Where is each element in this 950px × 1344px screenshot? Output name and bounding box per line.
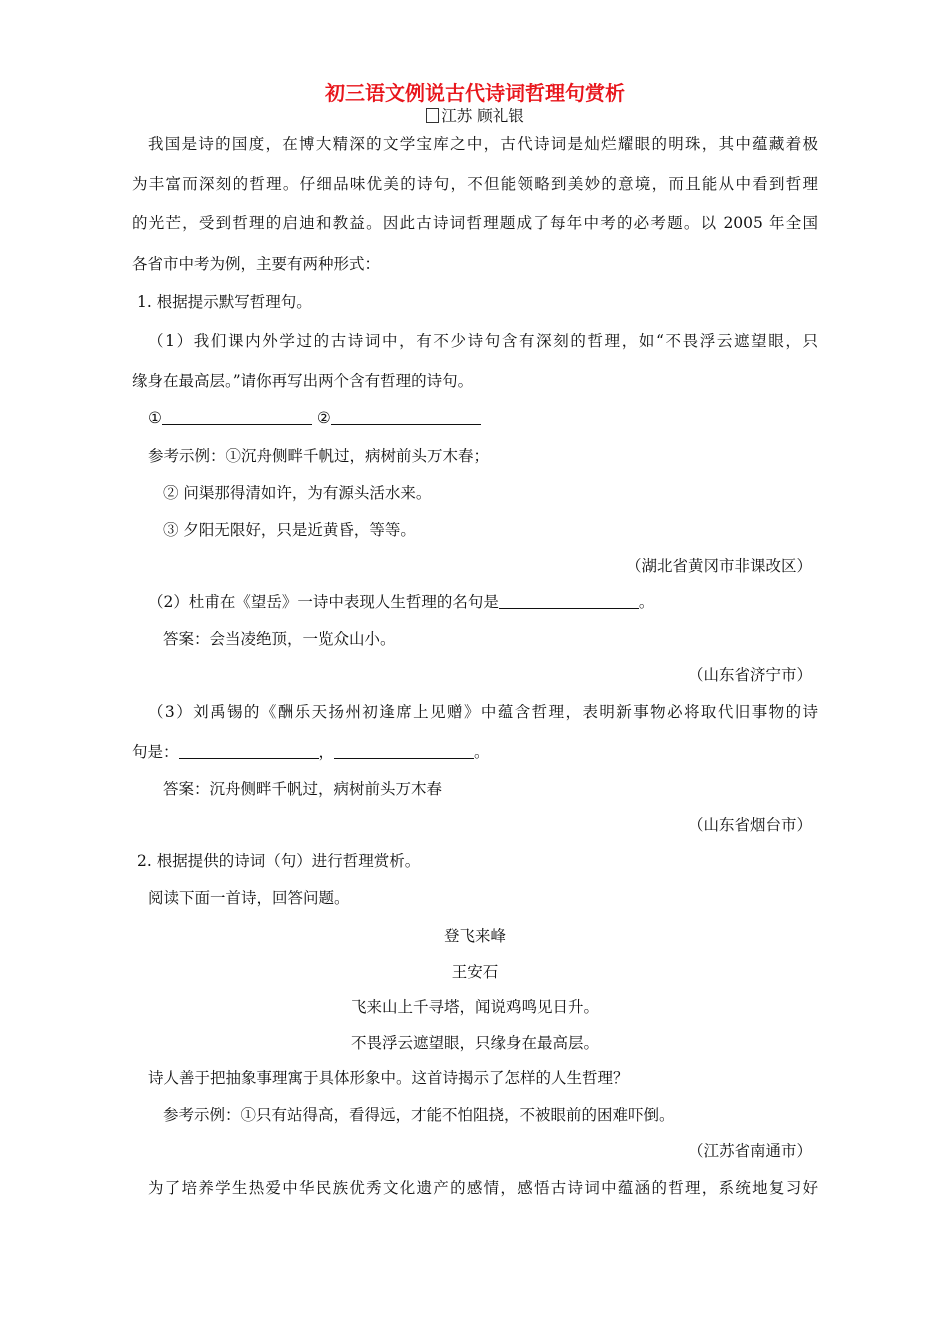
- q1-reference-2: ② 问渠那得清如许，为有源头活水来。: [163, 484, 432, 502]
- section2-instruction: 阅读下面一首诗，回答问题。: [148, 889, 350, 907]
- poem-line-1: 飞来山上千寻塔，闻说鸡鸣见日升。: [350, 998, 599, 1016]
- blank-marker-1: ①: [148, 409, 162, 427]
- answer-blank-2[interactable]: [331, 410, 481, 425]
- q1-answer-blanks: [148, 408, 481, 428]
- q3-answer-blank-2[interactable]: [334, 744, 474, 759]
- author-name: 江苏 顾礼银: [441, 107, 524, 125]
- q3-line-1: （3）刘禹锡的《酬乐天扬州初逢席上见赠》中蕴含哲理，表明新事物必将取代旧事物的诗: [148, 703, 818, 721]
- section2-reference: 参考示例：①只有站得高，看得远，才能不怕阻挠，不被眼前的困难吓倒。: [163, 1106, 675, 1124]
- section2-heading: 2. 根据提供的诗词（句）进行哲理赏析。: [137, 852, 421, 870]
- section1-heading: 1. 根据提示默写哲理句。: [137, 293, 312, 311]
- document-title: 初三语文例说古代诗词哲理句赏析: [325, 81, 625, 105]
- intro-line-1: 我国是诗的国度，在博大精深的文学宝库之中，古代诗词是灿烂耀眼的明珠，其中蕴藏着极: [148, 135, 818, 153]
- q3-line-2: [132, 742, 490, 762]
- q1-line-1: （1）我们课内外学过的古诗词中，有不少诗句含有深刻的哲理，如“不畏浮云遮望眼，只: [148, 332, 818, 350]
- q1-reference-3: ③ 夕阳无限好，只是近黄昏，等等。: [163, 521, 416, 539]
- q2-period: 。: [638, 593, 655, 611]
- answer-blank-1[interactable]: [162, 410, 312, 425]
- q2-question: [148, 592, 654, 612]
- poem-title: 登飞来峰: [443, 927, 506, 945]
- section2-question: 诗人善于把抽象事理寓于具体形象中。这首诗揭示了怎样的人生哲理？: [148, 1069, 629, 1087]
- intro-line-4: 各省市中考为例，主要有两种形式：: [132, 255, 381, 273]
- q1-line-2: 缘身在最高层。”请你再写出两个含有哲理的诗句。: [132, 372, 474, 390]
- blank-marker-2: ②: [316, 409, 331, 427]
- section2-source: （江苏省南通市）: [687, 1142, 812, 1160]
- q2-source: （山东省济宁市）: [687, 666, 812, 684]
- q2-text: （2）杜甫在《望岳》一诗中表现人生哲理的名句是: [148, 593, 499, 611]
- placeholder-box-icon: [426, 108, 439, 123]
- intro-line-3: 的光芒，受到哲理的启迪和教益。因此古诗词哲理题成了每年中考的必考题。以 2005 年全国: [132, 214, 818, 232]
- q3-answer: 答案：沉舟侧畔千帆过，病树前头万木春: [163, 780, 443, 798]
- poem-line-2: 不畏浮云遮望眼，只缘身在最高层。: [350, 1034, 599, 1052]
- intro-line-2: 为丰富而深刻的哲理。仔细品味优美的诗句，不但能领略到美妙的意境，而且能从中看到哲理: [132, 175, 818, 193]
- closing-line: 为了培养学生热爱中华民族优秀文化遗产的感情，感悟古诗词中蕴涵的哲理，系统地复习好: [148, 1179, 818, 1197]
- q3-period: 。: [474, 743, 490, 761]
- q2-answer: 答案：会当凌绝顶，一览众山小。: [163, 630, 396, 648]
- q3-comma: ，: [318, 743, 335, 761]
- q3-prefix: 句是：: [132, 743, 179, 761]
- q2-answer-blank[interactable]: [499, 594, 639, 609]
- q3-answer-blank-1[interactable]: [179, 744, 319, 759]
- poem-author: 王安石: [451, 963, 499, 981]
- q1-reference-1: 参考示例：①沉舟侧畔千帆过，病树前头万木春；: [148, 447, 490, 465]
- q3-source: （山东省烟台市）: [687, 816, 812, 834]
- q1-source: （湖北省黄冈市非课改区）: [625, 557, 812, 575]
- author-line: [0, 106, 950, 126]
